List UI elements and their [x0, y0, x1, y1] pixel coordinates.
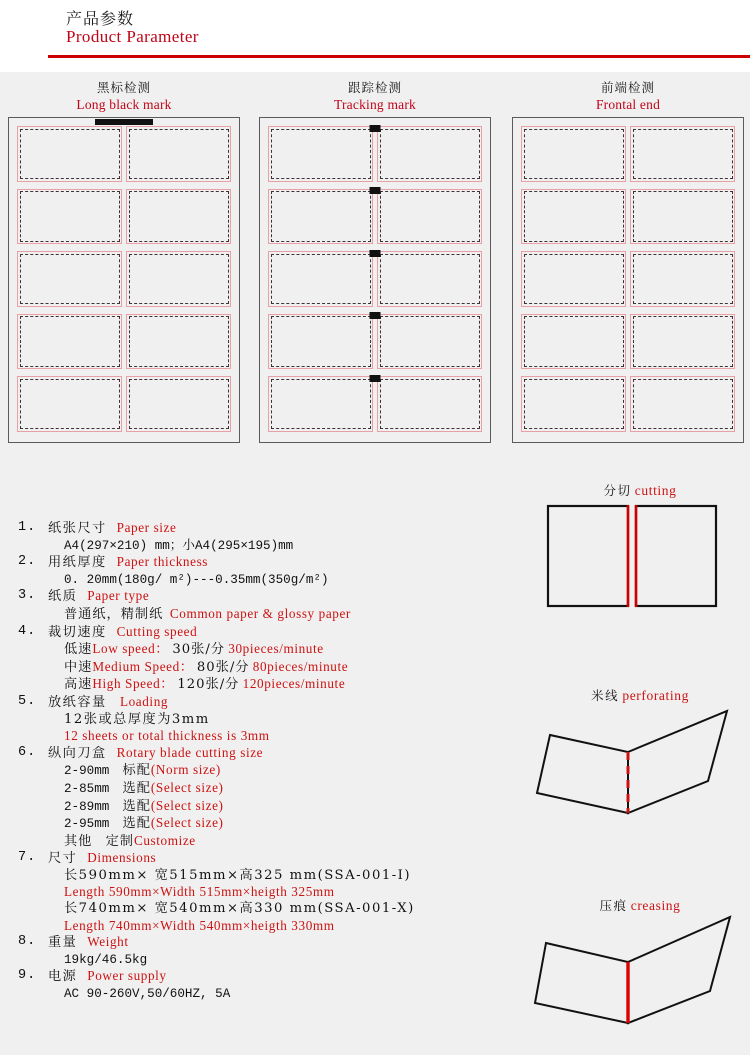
blade-size: 2-95mm — [64, 817, 110, 832]
spec-number: 3. — [18, 588, 37, 604]
figure-caption-cn: 分切 — [603, 483, 632, 498]
grid-row — [521, 376, 735, 432]
blade-option — [48, 833, 518, 851]
label-grid — [268, 126, 482, 432]
label-cell — [268, 251, 373, 307]
spec-item-paper-type — [18, 588, 518, 623]
spec-value-en: 12 sheets or total thickness is 3mm — [64, 728, 270, 744]
blade-size: 2-85mm — [64, 781, 110, 796]
label-cell — [630, 189, 735, 245]
grid-row — [17, 126, 231, 182]
blade-note-cn: 定制 — [105, 833, 134, 849]
tracking-mark-icon — [370, 312, 381, 319]
spec-value-medium-speed — [48, 659, 518, 677]
spec-value: 0. 20mm(180g/ m²)---0.35mm(350g/m²) — [64, 572, 329, 587]
figure-caption-en: cutting — [634, 483, 677, 498]
speed-value-cn: 120张/分 — [177, 677, 240, 693]
label-cell — [521, 251, 626, 307]
panel-frame — [259, 117, 491, 443]
figure-caption — [530, 687, 750, 705]
speed-value-en: 30pieces/minute — [228, 641, 324, 657]
grid-row — [268, 251, 482, 307]
detection-panels — [0, 80, 750, 460]
header-divider — [48, 55, 750, 58]
label-cell — [521, 189, 626, 245]
blade-note-en: (Norm size) — [150, 762, 221, 778]
grid-row — [521, 314, 735, 370]
grid-row — [521, 126, 735, 182]
label-grid — [521, 126, 735, 432]
spec-value-high-speed — [48, 676, 518, 694]
label-cell — [17, 314, 122, 370]
label-cell — [521, 126, 626, 182]
grid-row — [521, 251, 735, 307]
spec-label-en: Paper type — [87, 588, 150, 604]
label-cell — [126, 251, 231, 307]
figure-caption-cn: 米线 — [591, 688, 620, 703]
label-grid — [17, 126, 231, 432]
label-cell — [630, 376, 735, 432]
spec-item-cutting-speed — [18, 624, 518, 694]
spec-label-en: Weight — [87, 934, 129, 950]
creasing-diagram-icon — [530, 915, 750, 1025]
page-title-en: Product Parameter — [66, 27, 199, 46]
spec-item-weight — [18, 934, 518, 968]
blade-note-en: (Select size) — [150, 815, 224, 831]
label-cell — [377, 314, 482, 370]
tracking-mark-icon — [370, 187, 381, 194]
grid-row — [268, 189, 482, 245]
speed-value-en: 80pieces/minute — [252, 658, 349, 674]
blade-note-cn: 选配 — [122, 798, 151, 814]
label-cell — [268, 189, 373, 245]
specification-list — [18, 520, 518, 1003]
spec-label-cn: 纸张尺寸 — [48, 521, 107, 536]
grid-row — [17, 314, 231, 370]
long-black-mark-icon — [95, 119, 153, 125]
tracking-mark-icon — [370, 125, 381, 132]
panel-title-en: Frontal end — [595, 97, 661, 112]
spec-label-cn: 裁切速度 — [48, 624, 107, 640]
spec-number: 1. — [18, 520, 37, 535]
label-cell — [126, 189, 231, 245]
label-cell — [17, 251, 122, 307]
spec-label-en: Paper size — [116, 520, 177, 535]
blade-size: 2-90mm — [64, 764, 110, 779]
perforating-diagram-icon — [530, 705, 750, 815]
spec-value-cn: 12张或总厚度为3mm — [64, 711, 210, 727]
label-cell — [17, 126, 122, 182]
label-cell — [377, 189, 482, 245]
label-cell — [630, 314, 735, 370]
label-cell — [630, 126, 735, 182]
panel-tracking-mark — [259, 80, 491, 443]
panel-frame — [8, 117, 240, 443]
spec-label-en: Dimensions — [87, 850, 157, 866]
figure-caption-en: creasing — [630, 898, 681, 913]
grid-row — [521, 189, 735, 245]
label-cell — [377, 251, 482, 307]
label-cell — [377, 126, 482, 182]
figure-caption — [530, 897, 750, 915]
figure-cutting — [530, 482, 750, 610]
blade-note-en: (Select size) — [150, 779, 224, 795]
spec-label-cn: 放纸容量 — [48, 694, 107, 710]
panel-title-cn: 黑标检测 — [96, 80, 151, 95]
speed-label-cn: 高速 — [64, 677, 93, 693]
spec-label-cn: 用纸厚度 — [48, 555, 107, 571]
figure-perforating — [530, 687, 750, 815]
spec-item-rotary-blade — [18, 745, 518, 851]
spec-number: 2. — [18, 554, 37, 570]
speed-label-en: High Speed： — [92, 676, 175, 692]
dimension-value-en: Length 740mm×Width 540mm×heigth 330mm — [64, 917, 335, 933]
spec-value-low-speed — [48, 641, 518, 659]
speed-label-cn: 低速 — [64, 642, 93, 658]
spec-value: 19kg/46.5kg — [64, 952, 148, 967]
blade-size: 2-89mm — [64, 799, 110, 814]
spec-item-paper-size — [18, 520, 518, 554]
panel-title-en: Long black mark — [76, 97, 172, 112]
page-header — [0, 0, 750, 72]
spec-number: 6. — [18, 744, 37, 760]
blade-note-cn: 选配 — [122, 780, 151, 796]
blade-option — [48, 780, 518, 798]
tracking-mark-icon — [370, 250, 381, 257]
label-cell — [268, 314, 373, 370]
figure-caption — [530, 482, 750, 500]
speed-label-en: Low speed： — [92, 641, 170, 657]
cutting-diagram-icon — [530, 500, 750, 610]
spec-item-power-supply — [18, 968, 518, 1002]
panel-title-en: Tracking mark — [334, 97, 416, 112]
grid-row — [268, 314, 482, 370]
spec-value: AC 90-260V,50/60HZ, 5A — [64, 987, 231, 1002]
blade-option — [48, 762, 518, 780]
blade-note-en: (Select size) — [150, 797, 224, 813]
blade-option — [48, 798, 518, 816]
spec-label-cn: 电源 — [48, 969, 78, 985]
blade-option — [48, 815, 518, 833]
spec-value — [48, 606, 518, 624]
spec-label-en: Cutting speed — [116, 623, 198, 639]
grid-row — [268, 376, 482, 432]
spec-label-en: Loading — [119, 693, 169, 709]
label-cell — [521, 314, 626, 370]
panel-title-cn: 前端检测 — [600, 80, 655, 95]
dimension-value-cn: 长740mm× 宽540mm×高330 mm(SSA-001-X) — [64, 901, 415, 917]
page-body — [0, 72, 750, 1055]
label-cell — [377, 376, 482, 432]
label-cell — [126, 376, 231, 432]
label-cell — [17, 376, 122, 432]
grid-row — [268, 126, 482, 182]
panel-frame — [512, 117, 744, 443]
dimension-value-en: Length 590mm×Width 515mm×heigth 325mm — [64, 884, 335, 900]
spec-item-paper-thickness — [18, 554, 518, 588]
blade-note-cn: 标配 — [122, 763, 151, 779]
spec-value-cn: 普通纸，精制纸 — [64, 606, 164, 622]
spec-label-cn: 纵向刀盒 — [48, 745, 107, 761]
label-cell — [630, 251, 735, 307]
spec-label-en: Power supply — [87, 968, 167, 984]
spec-item-loading — [18, 694, 518, 745]
blade-note-en: Customize — [133, 832, 196, 848]
speed-label-cn: 中速 — [64, 659, 93, 675]
speed-value-en: 120pieces/minute — [242, 676, 346, 692]
label-cell — [126, 314, 231, 370]
spec-label-en: Rotary blade cutting size — [116, 744, 264, 760]
label-cell — [268, 126, 373, 182]
speed-value-cn: 80张/分 — [196, 659, 250, 675]
grid-row — [17, 189, 231, 245]
tracking-mark-icon — [370, 375, 381, 382]
spec-number: 8. — [18, 934, 37, 950]
spec-label-cn: 重量 — [48, 935, 78, 951]
spec-value: A4(297×210) mm；小A4(295×195)mm — [64, 538, 294, 553]
grid-row — [17, 376, 231, 432]
dimension-value-cn: 长590mm× 宽515mm×高325 mm(SSA-001-I) — [64, 867, 412, 883]
spec-number: 7. — [18, 850, 37, 866]
grid-row — [17, 251, 231, 307]
label-cell — [126, 126, 231, 182]
speed-label-en: Medium Speed： — [92, 658, 194, 674]
figure-caption-en: perforating — [622, 688, 689, 703]
panel-long-black-mark — [8, 80, 240, 443]
blade-size: 其他 — [64, 833, 93, 849]
spec-label-cn: 尺寸 — [48, 851, 78, 867]
spec-label-en: Paper thickness — [116, 554, 209, 570]
label-cell — [521, 376, 626, 432]
label-cell — [17, 189, 122, 245]
speed-value-cn: 30张/分 — [172, 642, 225, 658]
panel-frontal-end — [512, 80, 744, 443]
figure-creasing — [530, 897, 750, 1025]
spec-label-cn: 纸质 — [48, 589, 78, 605]
spec-value-en: Common paper & glossy paper — [169, 605, 351, 621]
panel-title-cn: 跟踪检测 — [347, 80, 402, 95]
spec-number: 4. — [18, 623, 37, 639]
spec-number: 9. — [18, 968, 37, 984]
label-cell — [268, 376, 373, 432]
blade-note-cn: 选配 — [122, 816, 151, 832]
spec-item-dimensions — [18, 850, 518, 934]
page-title-cn: 产品参数 — [66, 9, 135, 28]
figure-caption-cn: 压痕 — [599, 898, 628, 913]
spec-number: 5. — [18, 693, 37, 709]
